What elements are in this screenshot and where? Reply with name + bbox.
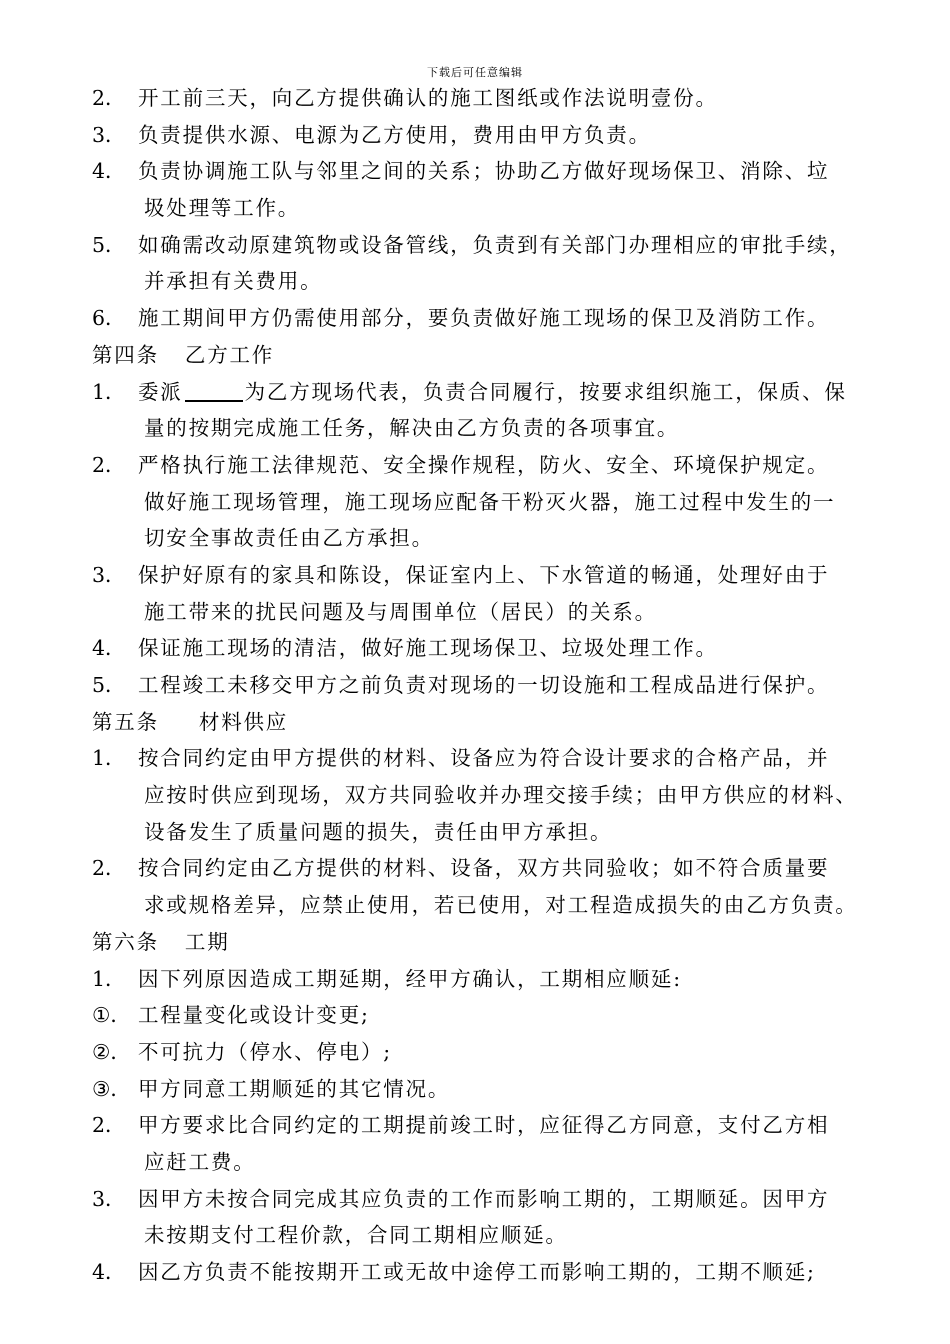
clause-item	[92, 557, 872, 594]
item-number: 2．	[92, 86, 126, 110]
item-text: 因乙方负责不能按期开工或无故中途停工而影响工期的，工期不顺延;	[138, 1260, 816, 1284]
item-number: 3．	[92, 1186, 126, 1211]
page-header-note: 下载后可任意编辑	[427, 66, 523, 79]
item-number: 2．	[92, 856, 126, 881]
article-title: 材料供应	[198, 709, 289, 734]
clause-continuation: 圾处理等工作。	[144, 196, 301, 221]
clause-item	[92, 447, 872, 484]
clause-item	[92, 80, 872, 117]
item-text: 因甲方未按合同完成其应负责的工作而影响工期的，工期顺延。因甲方	[138, 1186, 830, 1211]
clause-item	[92, 374, 872, 411]
clause-continuation: 应赶工费。	[144, 1149, 256, 1174]
item-text: 保护好原有的家具和陈设，保证室内上、下水管道的畅通，处理好由于	[138, 562, 830, 587]
clause-continuation: 并承担有关费用。	[144, 269, 323, 294]
clause-item	[92, 1107, 872, 1144]
item-text: 保证施工现场的清洁，做好施工现场保卫、垃圾处理工作。	[138, 636, 718, 661]
sub-item-text: 不可抗力（停水、停电）;	[138, 1039, 393, 1064]
item-prefix: 委派	[138, 379, 183, 404]
clause-item	[92, 117, 872, 154]
clause-continuation: 未按期支付工程价款，合同工期相应顺延。	[144, 1223, 568, 1248]
item-text: 按合同约定由甲方提供的材料、设备应为符合设计要求的合格产品，并	[138, 746, 830, 771]
clause-continuation: 设备发生了质量问题的损失，责任由甲方承担。	[144, 819, 613, 844]
item-text: 按合同约定由乙方提供的材料、设备，双方共同验收；如不符合质量要	[138, 856, 830, 881]
sub-item-marker: ②．	[92, 1039, 131, 1064]
article-number: 第六条	[92, 929, 159, 954]
sub-clause-item	[92, 1071, 872, 1108]
item-text: 为乙方现场代表，负责合同履行，按要求组织施工，保质、保	[244, 379, 847, 404]
item-number: 2．	[92, 452, 126, 477]
item-text: 工程竣工未移交甲方之前负责对现场的一切设施和工程成品进行保护。	[138, 673, 830, 697]
article-title: 工期	[184, 929, 230, 954]
article-heading	[92, 337, 872, 374]
item-number: 2．	[92, 1113, 126, 1138]
item-number: 1．	[92, 379, 126, 404]
sub-item-marker: ①．	[92, 1003, 131, 1028]
article-number: 第五条	[92, 709, 159, 734]
article-heading	[92, 924, 872, 961]
clause-continuation: 应按时供应到现场，双方共同验收并办理交接手续；由甲方供应的材料、	[144, 783, 858, 808]
sub-clause-item	[92, 997, 872, 1034]
sub-item-text: 工程量变化或设计变更;	[138, 1003, 370, 1028]
clause-item	[92, 1254, 872, 1291]
item-text: 甲方要求比合同约定的工期提前竣工时，应征得乙方同意，支付乙方相	[138, 1113, 830, 1138]
item-text: 施工期间甲方仍需使用部分，要负责做好施工现场的保卫及消防工作。	[138, 306, 830, 331]
clause-continuation: 求或规格差异，应禁止使用，若已使用，对工程造成损失的由乙方负责。	[144, 893, 858, 918]
clause-item	[92, 1181, 872, 1218]
item-text: 负责提供水源、电源为乙方使用，费用由甲方负责。	[138, 122, 651, 147]
clause-item	[92, 740, 872, 777]
clause-item	[92, 153, 872, 190]
sub-item-text: 甲方同意工期顺延的其它情况。	[138, 1076, 451, 1101]
item-text: 如确需改动原建筑物或设备管线，负责到有关部门办理相应的审批手续，	[138, 232, 852, 257]
clause-continuation: 量的按期完成施工任务，解决由乙方负责的各项事宜。	[144, 416, 680, 441]
item-number: 1．	[92, 966, 126, 991]
contract-body	[92, 80, 872, 1291]
clause-item	[92, 667, 872, 704]
item-number: 4．	[92, 1260, 126, 1284]
item-number: 5．	[92, 673, 126, 697]
item-number: 4．	[92, 636, 126, 661]
clause-continuation: 做好施工现场管理，施工现场应配备干粉灭火器，施工过程中发生的一	[144, 489, 836, 514]
clause-continuation: 切安全事故责任由乙方承担。	[144, 526, 434, 551]
article-title: 乙方工作	[184, 342, 275, 367]
item-number: 1．	[92, 746, 126, 771]
representative-blank	[185, 378, 243, 402]
item-text: 因下列原因造成工期延期，经甲方确认，工期相应顺延:	[138, 966, 682, 991]
clause-item	[92, 850, 872, 887]
sub-clause-item	[92, 1034, 872, 1071]
item-text: 负责协调施工队与邻里之间的关系；协助乙方做好现场保卫、消除、垃	[138, 159, 830, 184]
item-number: 5．	[92, 232, 126, 257]
article-number: 第四条	[92, 342, 159, 367]
clause-item	[92, 300, 872, 337]
clause-item	[92, 961, 872, 998]
item-text: 严格执行施工法律规范、安全操作规程，防火、安全、环境保护规定。	[138, 452, 830, 477]
clause-item	[92, 227, 872, 264]
clause-continuation: 施工带来的扰民问题及与周围单位（居民）的关系。	[144, 599, 657, 624]
item-number: 4．	[92, 159, 126, 184]
item-number: 3．	[92, 122, 126, 147]
item-text: 开工前三天，向乙方提供确认的施工图纸或作法说明壹份。	[138, 86, 718, 110]
item-number: 3．	[92, 562, 126, 587]
article-heading	[92, 704, 872, 741]
clause-item	[92, 630, 872, 667]
item-number: 6．	[92, 306, 126, 331]
sub-item-marker: ③．	[92, 1076, 131, 1101]
